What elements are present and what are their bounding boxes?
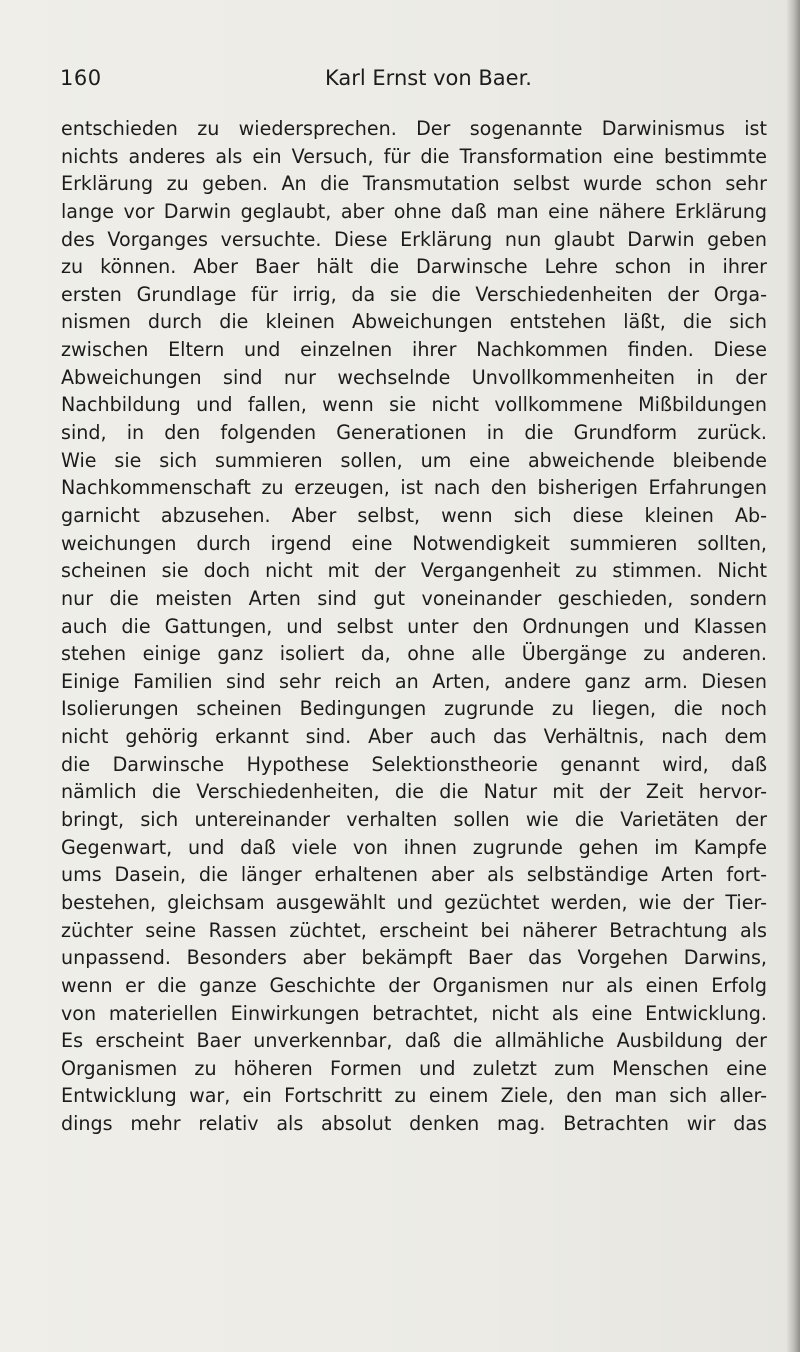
- text-line: lange vor Darwin geglaubt, aber ohne daß man eine nähere Erklärung: [61, 199, 767, 223]
- text-line: nicht gehörig erkannt sind. Aber auch das Verhältnis, nach dem: [61, 725, 767, 749]
- text-line: stehen einige ganz isoliert da, ohne alle Übergänge zu anderen.: [61, 642, 767, 666]
- text-line: Entwicklung war, ein Fortschritt zu einem Ziele, den man sich aller-: [61, 1084, 767, 1108]
- text-line: dings mehr relativ als absolut denken mag. Betrachten wir das: [61, 1112, 767, 1136]
- text-line: sind, in den folgenden Generationen in die Grundform zurück.: [61, 421, 767, 445]
- text-line: ums Dasein, die länger erhaltenen aber als selbständige Arten fort-: [61, 863, 767, 887]
- body-text: [61, 115, 767, 1138]
- text-line: die Darwinsche Hypothese Selektionstheorie genannt wird, daß: [61, 752, 767, 776]
- text-line: züchter seine Rassen züchtet, erscheint bei näherer Betrachtung als: [61, 918, 767, 942]
- text-line: unpassend. Besonders aber bekämpft Baer das Vorgehen Darwins,: [61, 946, 767, 970]
- text-line: scheinen sie doch nicht mit der Vergangenheit zu stimmen. Nicht: [61, 559, 767, 583]
- text-line: nämlich die Verschiedenheiten, die die Natur mit der Zeit hervor-: [61, 780, 767, 804]
- text-line: garnicht abzusehen. Aber selbst, wenn sich diese kleinen Ab-: [61, 503, 767, 527]
- text-line: nismen durch die kleinen Abweichungen entstehen läßt, die sich: [61, 310, 767, 334]
- text-line: zwischen Eltern und einzelnen ihrer Nachkommen finden. Diese: [61, 338, 767, 362]
- text-line: Einige Familien sind sehr reich an Arten, andere ganz arm. Diesen: [61, 669, 767, 693]
- text-line: ersten Grundlage für irrig, da sie die Verschiedenheiten der Orga-: [61, 282, 767, 306]
- text-line: bestehen, gleichsam ausgewählt und gezüchtet werden, wie der Tier-: [61, 890, 767, 914]
- text-line: bringt, sich untereinander verhalten sollen wie die Varietäten der: [61, 808, 767, 832]
- text-line: Gegenwart, und daß viele von ihnen zugrunde gehen im Kampfe: [61, 835, 767, 859]
- text-line: auch die Gattungen, und selbst unter den Ordnungen und Klassen: [61, 614, 767, 638]
- text-line: des Vorganges versuchte. Diese Erklärung nun glaubt Darwin geben: [61, 227, 767, 251]
- text-line: Nachkommenschaft zu erzeugen, ist nach den bisherigen Erfahrungen: [61, 476, 767, 500]
- text-line: Isolierungen scheinen Bedingungen zugrunde zu liegen, die noch: [61, 697, 767, 721]
- text-line: entschieden zu wiedersprechen. Der sogenannte Darwinismus ist: [61, 117, 767, 140]
- text-line: zu können. Aber Baer hält die Darwinsche Lehre schon in ihrer: [61, 255, 767, 279]
- page-header: [60, 66, 760, 96]
- text-line: von materiellen Einwirkungen betrachtet, nicht als eine Entwicklung.: [61, 1001, 767, 1025]
- text-line: Es erscheint Baer unverkennbar, daß die allmähliche Ausbildung der: [61, 1029, 767, 1053]
- text-line: weichungen durch irgend eine Notwendigkeit summieren sollten,: [61, 531, 767, 555]
- text-line: Organismen zu höheren Formen und zuletzt zum Menschen eine: [61, 1056, 767, 1080]
- page-edge-shadow: [786, 0, 800, 1352]
- text-line: Abweichungen sind nur wechselnde Unvollkommenheiten in der: [61, 365, 767, 389]
- text-line: nur die meisten Arten sind gut voneinander geschieden, sondern: [61, 586, 767, 610]
- text-line: Erklärung zu geben. An die Transmutation selbst wurde schon sehr: [61, 172, 767, 196]
- text-line: wenn er die ganze Geschichte der Organismen nur als einen Erfolg: [61, 973, 767, 997]
- text-line: nichts anderes als ein Versuch, für die Transformation eine bestimmte: [61, 144, 767, 168]
- page-number: 160: [60, 66, 102, 90]
- running-head: Karl Ernst von Baer.: [325, 66, 532, 90]
- text-line: Nachbildung und fallen, wenn sie nicht vollkommene Mißbildungen: [61, 393, 767, 417]
- text-line: Wie sie sich summieren sollen, um eine abweichende bleibende: [61, 448, 767, 472]
